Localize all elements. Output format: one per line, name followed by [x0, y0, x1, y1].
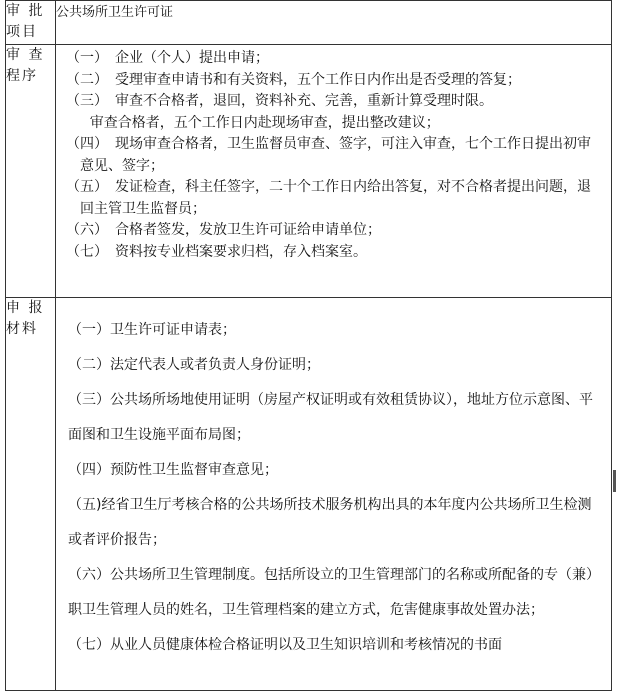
procedure-step: （二） 受理审查申请书和有关资料，五个工作日内作出是否受理的答复；	[66, 71, 521, 88]
application-materials-label	[6, 298, 56, 691]
application-materials-label-line2: 材料	[6, 321, 38, 337]
row-approval-item	[6, 1, 612, 45]
review-procedure-label	[6, 45, 56, 298]
row-application-materials	[6, 298, 612, 691]
procedure-step: （六） 合格者签发，发放卫生许可证给申请单位；	[66, 222, 381, 238]
material-item: （四）预防性卫生监督审查意见；	[68, 462, 278, 478]
approval-item-label-line2: 项目	[6, 24, 38, 40]
approval-item-label	[6, 1, 56, 45]
review-procedure-label-line1: 审 查	[6, 47, 45, 63]
material-item: （二）法定代表人或者负责人身份证明；	[68, 357, 320, 373]
materials-list	[56, 298, 611, 663]
approval-item-value: 公共场所卫生许可证	[56, 1, 612, 45]
application-materials-content	[56, 298, 612, 691]
row-review-procedure	[6, 45, 612, 298]
procedure-steps	[56, 45, 611, 263]
material-item: （六）公共场所卫生管理制度。包括所设立的卫生管理部门的名称或所配备的专（兼）职卫生管理人员的姓名，卫生管理档案的建立方式，危害健康事故处置办法；	[68, 567, 600, 618]
approval-item-label-line1: 审 批	[6, 3, 45, 19]
material-item: （三）公共场所场地使用证明（房屋产权证明或有效租赁协议），地址方位示意图、平面图和卫生设施平面布局图；	[68, 392, 593, 443]
procedure-step: （七） 资料按专业档案要求归档，存入档案室。	[66, 243, 367, 260]
procedure-step: （三） 审查不合格者，退回，资料补充、完善，重新计算受理时限。	[66, 93, 493, 109]
material-item: （五)经省卫生厅考核合格的公共场所技术服务机构出具的本年度内公共场所卫生检测或者评价报告；	[68, 497, 592, 548]
approval-table	[5, 0, 612, 691]
review-procedure-label-line2: 程序	[6, 68, 38, 84]
procedure-step: （四） 现场审查合格者，卫生监督员审查、签字，可注入审查，七个工作日提出初审意见、签字；	[66, 136, 591, 174]
procedure-step: （五） 发证检查，科主任签字，二十个工作日内给出答复，对不合格者提出问题，退回主管卫生监督员；	[66, 179, 591, 217]
material-item: （一）卫生许可证申请表；	[68, 322, 236, 338]
application-materials-label-line1: 申 报	[6, 300, 45, 316]
scroll-marker[interactable]	[613, 470, 616, 492]
material-item: （七）从业人员健康体检合格证明以及卫生知识培训和考核情况的书面	[68, 637, 502, 653]
procedure-step: （一） 企业（个人）提出申请；	[66, 50, 269, 66]
procedure-step-continuation: 审查合格者，五个工作日内赴现场审查，提出整改建议；	[89, 114, 440, 131]
review-procedure-content	[56, 45, 612, 298]
